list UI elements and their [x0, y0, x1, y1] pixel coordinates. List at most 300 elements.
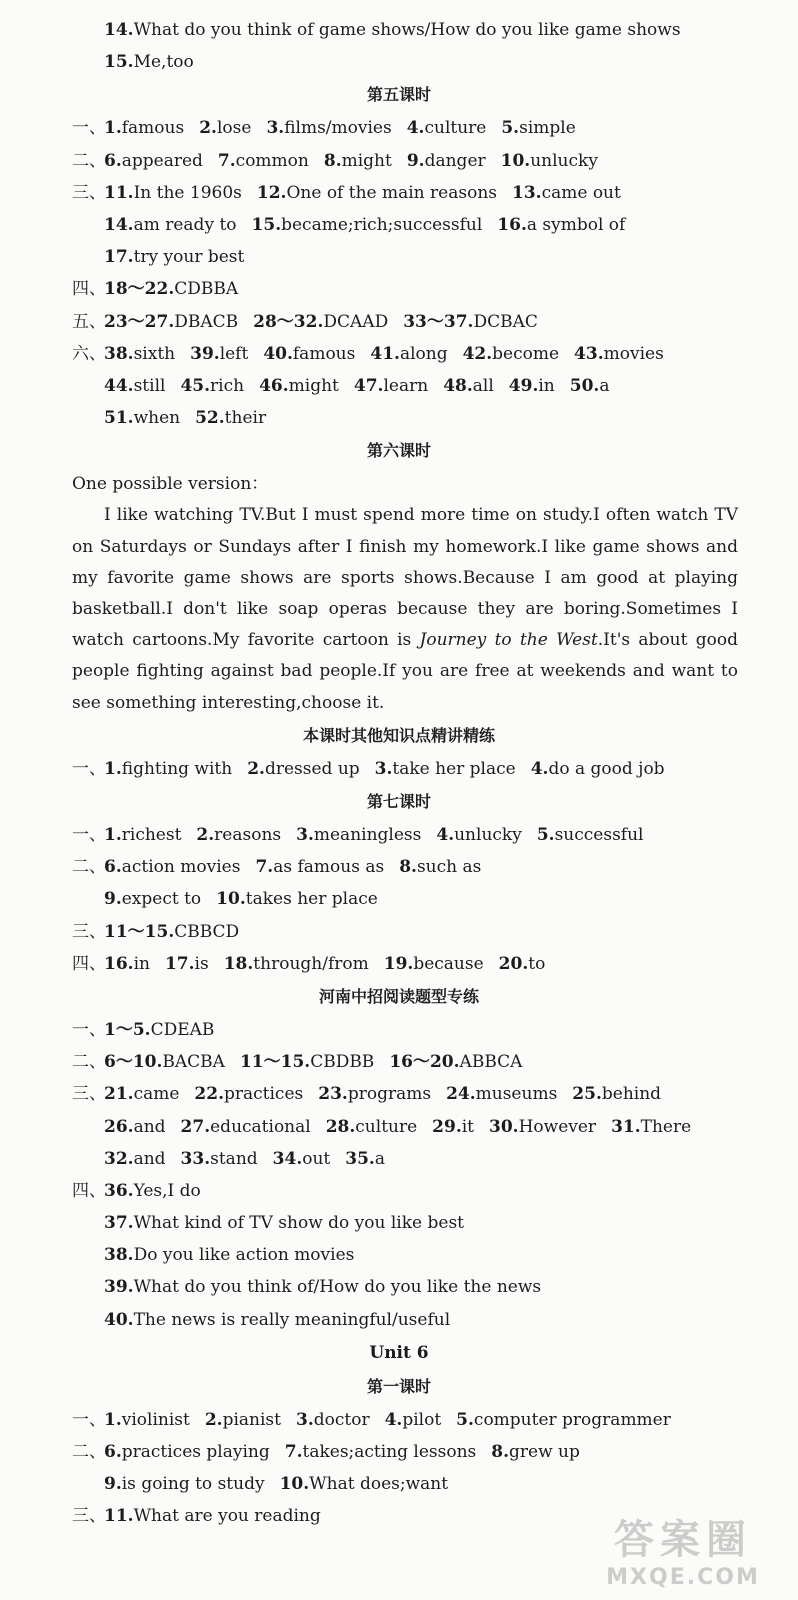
answer-page	[0, 14, 798, 1533]
answer-text: sixth	[133, 343, 176, 364]
answer-item	[104, 1117, 166, 1137]
answer-item	[104, 759, 232, 779]
answer-line	[0, 46, 798, 78]
answer-line	[0, 851, 798, 883]
answer-item	[326, 1117, 417, 1137]
answer-text: pianist	[222, 1409, 281, 1430]
question-number: 29.	[432, 1116, 462, 1137]
question-number: 49.	[508, 375, 539, 396]
answer-text: is	[194, 953, 209, 974]
answer-item	[389, 1052, 522, 1072]
answer-text: takes;acting lessons	[302, 1442, 477, 1463]
answer-item	[104, 922, 239, 942]
answer-text: museums	[475, 1084, 558, 1105]
answer-item	[432, 1117, 474, 1137]
question-number: 48.	[443, 375, 473, 396]
answer-line	[0, 14, 798, 46]
answer-text: violinist	[121, 1409, 190, 1430]
answer-item	[199, 118, 251, 138]
answer-item	[104, 247, 244, 267]
answer-text: Do you like action movies	[133, 1245, 355, 1266]
question-number: 12.	[256, 182, 287, 203]
question-number: 33.	[180, 1148, 211, 1169]
answer-text: to	[528, 953, 546, 974]
answer-line	[0, 338, 798, 370]
answer-item	[104, 408, 180, 428]
answer-line	[0, 1078, 798, 1110]
question-number: 9.	[104, 1474, 122, 1495]
answer-line	[0, 1304, 798, 1336]
section-heading: 本课时其他知识点精讲精练	[302, 725, 495, 745]
answer-text: BACBA	[162, 1052, 225, 1073]
answer-item	[190, 344, 248, 364]
answer-line	[0, 948, 798, 980]
answer-item	[104, 1084, 179, 1104]
answer-item	[181, 1117, 311, 1137]
answer-text: What are you reading	[133, 1506, 321, 1527]
answer-item	[104, 954, 150, 974]
answer-text: Yes,I do	[133, 1180, 201, 1201]
question-number: 22.	[194, 1084, 224, 1105]
answer-text: might	[288, 375, 339, 396]
answer-text: behind	[601, 1084, 662, 1105]
question-number: 1.	[104, 118, 122, 139]
question-number: 36.	[104, 1180, 134, 1201]
question-number: 32.	[104, 1148, 134, 1169]
question-number: 19.	[383, 953, 414, 974]
section-number: 一、	[72, 118, 106, 139]
section-number: 一、	[72, 1019, 106, 1040]
answer-text: However	[518, 1116, 597, 1137]
answer-item	[285, 1442, 477, 1462]
answer-line	[0, 916, 798, 948]
section-number: 三、	[72, 1084, 106, 1105]
question-number: 44.	[104, 375, 134, 396]
answer-text: came	[133, 1084, 180, 1105]
section-number: 五、	[72, 311, 106, 332]
answer-item	[443, 376, 494, 396]
answer-item	[257, 183, 497, 203]
essay-body	[72, 500, 738, 718]
answer-item	[224, 954, 369, 974]
answer-item	[104, 312, 238, 332]
question-number: 8.	[323, 150, 342, 171]
answer-item	[253, 312, 388, 332]
answer-item	[104, 825, 181, 845]
question-number: 31.	[611, 1116, 641, 1137]
answer-line	[0, 1111, 798, 1143]
question-number: 6.	[104, 1442, 122, 1463]
answer-item	[497, 215, 625, 235]
question-number: 3.	[296, 825, 314, 846]
answer-line	[0, 1175, 798, 1207]
answer-item	[104, 1052, 225, 1072]
answer-text: out	[302, 1148, 331, 1169]
answer-text: movies	[603, 343, 664, 364]
answer-text: grew up	[509, 1442, 580, 1463]
answer-item	[255, 857, 384, 877]
answer-item	[463, 344, 559, 364]
answer-item	[104, 20, 681, 40]
answer-item	[104, 118, 184, 138]
answer-item	[407, 151, 486, 171]
answer-text: a symbol of	[526, 214, 626, 235]
answer-item	[512, 183, 621, 203]
answer-item	[570, 376, 610, 396]
question-number: 7.	[217, 150, 236, 171]
question-number: 24.	[446, 1084, 476, 1105]
question-number: 2.	[247, 758, 265, 779]
answer-line	[0, 273, 798, 305]
question-number: 47.	[353, 375, 384, 396]
answer-item	[456, 1410, 671, 1430]
answer-item	[385, 1410, 442, 1430]
answer-text: famous	[292, 343, 356, 364]
answer-line	[0, 306, 798, 338]
question-number: 20.	[498, 953, 529, 974]
answer-item	[104, 889, 201, 909]
answer-item	[104, 279, 238, 299]
answer-item	[318, 1084, 431, 1104]
essay-text-after: .It's about good people fighting against bad people.If you are free at weekends and want to see something interesting,choose it.	[72, 630, 738, 713]
answer-text: reasons	[214, 825, 282, 846]
answer-text: CBBCD	[174, 921, 240, 942]
answer-item	[216, 889, 378, 909]
question-number: 3.	[296, 1409, 314, 1430]
answer-text: DCBAC	[473, 311, 538, 332]
question-number: 39.	[190, 343, 220, 364]
answer-line	[0, 883, 798, 915]
answer-item	[384, 954, 484, 974]
question-number: 43.	[574, 343, 604, 364]
question-number: 51.	[104, 408, 134, 429]
answer-text: lose	[216, 118, 252, 139]
section-number: 二、	[72, 857, 106, 878]
answer-item	[436, 825, 521, 845]
answer-item	[491, 1442, 580, 1462]
answer-text: expect to	[121, 889, 202, 910]
section-number: 一、	[72, 1409, 106, 1430]
answer-text: in	[538, 375, 555, 396]
answer-text: and	[133, 1116, 166, 1137]
answer-text: do a good job	[548, 758, 665, 779]
answer-text: learn	[383, 375, 429, 396]
answer-line	[0, 370, 798, 402]
answer-item	[181, 1149, 258, 1169]
answer-text: in	[133, 953, 150, 974]
answer-line	[0, 402, 798, 434]
question-number: 4.	[406, 118, 425, 139]
section-heading: 第六课时	[366, 441, 431, 461]
watermark-top-text: 答案圈	[614, 1517, 752, 1563]
answer-text: What do you think of game shows/How do you like game shows	[133, 20, 681, 40]
answer-text: culture	[424, 118, 487, 139]
answer-text: What kind of TV show do you like best	[133, 1213, 465, 1234]
section-number: 三、	[72, 1506, 106, 1527]
answer-text: What do you think of/How do you like the news	[133, 1277, 542, 1298]
question-number: 1.	[104, 1409, 122, 1430]
sample-essay	[0, 500, 798, 718]
answer-text: doctor	[313, 1409, 370, 1430]
answer-text: In the 1960s	[133, 182, 242, 203]
question-number: 50.	[569, 375, 600, 396]
question-number: 45.	[180, 375, 211, 396]
question-number: 18～22.	[104, 279, 175, 300]
question-number: 15.	[251, 214, 282, 235]
answer-item	[259, 376, 339, 396]
answer-item	[531, 759, 665, 779]
answer-item	[399, 857, 481, 877]
answer-item	[273, 1149, 331, 1169]
answer-text: such as	[416, 857, 482, 878]
answer-item	[104, 1310, 450, 1330]
answer-text: came out	[541, 182, 621, 203]
question-number: 7.	[284, 1442, 303, 1463]
question-number: 17.	[164, 953, 195, 974]
answer-text: it	[461, 1116, 475, 1137]
answer-text: simple	[519, 118, 576, 139]
answer-text: There	[640, 1116, 692, 1137]
answer-line	[0, 1436, 798, 1468]
answer-text: programs	[347, 1084, 432, 1105]
answer-item	[104, 52, 194, 72]
answer-item	[572, 1084, 661, 1104]
answer-text: a	[374, 1148, 385, 1169]
answer-item	[205, 1410, 281, 1430]
answer-line	[0, 1271, 798, 1303]
section-number: 二、	[72, 1442, 106, 1463]
answer-item	[324, 151, 392, 171]
answer-item	[296, 825, 421, 845]
essay-title-italic: Journey to the West	[419, 630, 598, 651]
question-number: 40.	[104, 1309, 134, 1330]
section-heading: 河南中招阅读题型专练	[318, 986, 479, 1006]
answer-item	[104, 1245, 354, 1265]
question-number: 46.	[259, 375, 289, 396]
question-number: 38.	[104, 343, 134, 364]
question-number: 6.	[104, 150, 122, 171]
answer-text: left	[219, 343, 249, 364]
question-number: 9.	[406, 150, 425, 171]
answer-item	[354, 376, 428, 396]
answer-text: a	[599, 375, 610, 396]
answer-text: try your best	[133, 247, 245, 268]
question-number: 16.	[104, 953, 134, 974]
answer-item	[509, 376, 555, 396]
answer-text: is going to study	[121, 1474, 265, 1495]
question-number: 42.	[462, 343, 493, 364]
answer-text: culture	[355, 1116, 418, 1137]
question-number: 16.	[497, 214, 527, 235]
answer-text: rich	[210, 375, 245, 396]
question-number: 9.	[104, 889, 122, 910]
question-number: 14.	[104, 20, 134, 40]
question-number: 5.	[536, 825, 555, 846]
question-number: 28.	[325, 1116, 356, 1137]
answer-text: when	[133, 408, 181, 429]
section-heading: 第五课时	[366, 85, 431, 105]
answer-text: computer programmer	[473, 1409, 671, 1430]
watermark-bottom-text: MXQE.COM	[606, 1565, 760, 1590]
question-number: 11～15.	[104, 921, 175, 942]
answer-text: films/movies	[284, 118, 392, 139]
question-number: 8.	[491, 1442, 510, 1463]
answer-line	[0, 209, 798, 241]
question-number: 35.	[345, 1148, 375, 1169]
section-number: 二、	[72, 1052, 106, 1073]
section-number: 四、	[72, 953, 106, 974]
answer-item	[104, 1277, 541, 1297]
answer-text: am ready to	[133, 214, 237, 235]
question-number: 11.	[104, 1506, 134, 1527]
question-number: 10.	[216, 889, 246, 910]
answer-item	[104, 857, 240, 877]
question-number: 23～27.	[104, 311, 175, 332]
answer-text: richest	[121, 825, 182, 846]
question-number: 33～37.	[403, 311, 474, 332]
answer-item	[296, 1410, 370, 1430]
answer-text: CDBBA	[174, 279, 239, 300]
answer-item	[104, 1020, 214, 1040]
answer-item	[280, 1474, 448, 1494]
answer-text: as famous as	[273, 857, 385, 878]
answer-item	[574, 344, 664, 364]
question-number: 6～10.	[104, 1052, 163, 1073]
answer-item	[104, 1474, 265, 1494]
section-number: 三、	[72, 182, 106, 203]
question-number: 4.	[384, 1409, 403, 1430]
question-number: 11～15.	[239, 1052, 311, 1073]
answer-text: Me,too	[133, 52, 194, 73]
answer-text: educational	[210, 1116, 311, 1137]
answer-item	[104, 1442, 270, 1462]
answer-text: along	[399, 343, 448, 364]
question-number: 14.	[104, 214, 134, 235]
answer-line	[0, 1207, 798, 1239]
answer-text: takes her place	[245, 889, 378, 910]
answer-item	[104, 1213, 464, 1233]
question-number: 7.	[255, 857, 274, 878]
question-number: 34.	[272, 1148, 303, 1169]
answer-text: become	[492, 343, 560, 364]
question-number: 16～20.	[389, 1052, 460, 1073]
question-number: 28～32.	[253, 311, 324, 332]
question-number: 30.	[489, 1116, 519, 1137]
answer-item	[375, 759, 516, 779]
question-number: 26.	[104, 1116, 134, 1137]
section-number: 四、	[72, 279, 106, 300]
answer-item	[104, 215, 237, 235]
answer-text: because	[413, 953, 484, 974]
question-number: 13.	[512, 182, 542, 203]
question-number: 10.	[500, 150, 531, 171]
answer-text: take her place	[392, 758, 516, 779]
answer-line	[0, 1143, 798, 1175]
answer-line	[0, 241, 798, 273]
answer-line	[0, 1468, 798, 1500]
answer-item	[195, 408, 266, 428]
answer-item	[266, 118, 391, 138]
answer-text: What does;want	[309, 1474, 449, 1495]
question-number: 18.	[223, 953, 254, 974]
answer-text: dressed up	[264, 758, 360, 779]
question-number: 2.	[199, 118, 217, 139]
answer-item	[196, 825, 281, 845]
question-number: 41.	[370, 343, 400, 364]
answer-item	[218, 151, 309, 171]
question-number: 23.	[318, 1084, 348, 1105]
answer-line	[0, 819, 798, 851]
answer-text: might	[341, 150, 392, 171]
answer-line	[0, 753, 798, 785]
question-number: 2.	[204, 1409, 223, 1430]
answer-item	[501, 151, 598, 171]
answer-item	[446, 1084, 557, 1104]
answer-item	[194, 1084, 303, 1104]
answer-item	[499, 954, 546, 974]
answer-text: became;rich;successful	[281, 214, 483, 235]
section-heading: 第七课时	[366, 792, 431, 812]
section-number: 三、	[72, 921, 106, 942]
answer-line	[0, 1239, 798, 1271]
answer-line	[0, 1014, 798, 1046]
question-number: 4.	[436, 825, 455, 846]
answer-line	[0, 177, 798, 209]
answer-item	[247, 759, 359, 779]
answer-item	[104, 1181, 201, 1201]
answer-item	[407, 118, 487, 138]
question-number: 39.	[104, 1277, 134, 1298]
question-number: 40.	[263, 343, 293, 364]
answer-line	[0, 1046, 798, 1078]
answer-text: appeared	[121, 150, 203, 171]
section-number: 六、	[72, 343, 106, 364]
answer-text: practices	[224, 1084, 304, 1105]
answer-text: action movies	[121, 857, 241, 878]
question-number: 6.	[104, 857, 122, 878]
answer-item	[104, 151, 203, 171]
answer-line	[0, 112, 798, 144]
answer-text: The news is really meaningful/useful	[133, 1309, 451, 1330]
answer-item	[501, 118, 575, 138]
question-number: 52.	[195, 408, 225, 429]
question-number: 8.	[399, 857, 417, 878]
answer-text: unlucky	[530, 150, 598, 171]
question-number: 1～5.	[104, 1019, 151, 1040]
answer-text: DCAAD	[323, 311, 389, 332]
answer-text: CBDBB	[310, 1052, 375, 1073]
answer-text: danger	[424, 150, 486, 171]
answer-item	[403, 312, 538, 332]
answer-item	[104, 183, 242, 203]
answer-text: still	[133, 375, 166, 396]
answer-text: and	[133, 1148, 166, 1169]
section-number: 四、	[72, 1180, 106, 1201]
answer-text: DBACB	[174, 311, 239, 332]
answer-text: pilot	[402, 1409, 442, 1430]
answer-item	[104, 376, 165, 396]
question-number: 37.	[104, 1213, 134, 1234]
answer-text: practices playing	[121, 1442, 270, 1463]
answer-item	[104, 1506, 321, 1526]
answer-item	[370, 344, 447, 364]
question-number: 11.	[104, 182, 134, 203]
question-number: 27.	[180, 1116, 211, 1137]
question-number: 3.	[374, 758, 393, 779]
question-number: 38.	[104, 1245, 134, 1266]
answer-item	[537, 825, 644, 845]
question-number: 5.	[456, 1409, 474, 1430]
